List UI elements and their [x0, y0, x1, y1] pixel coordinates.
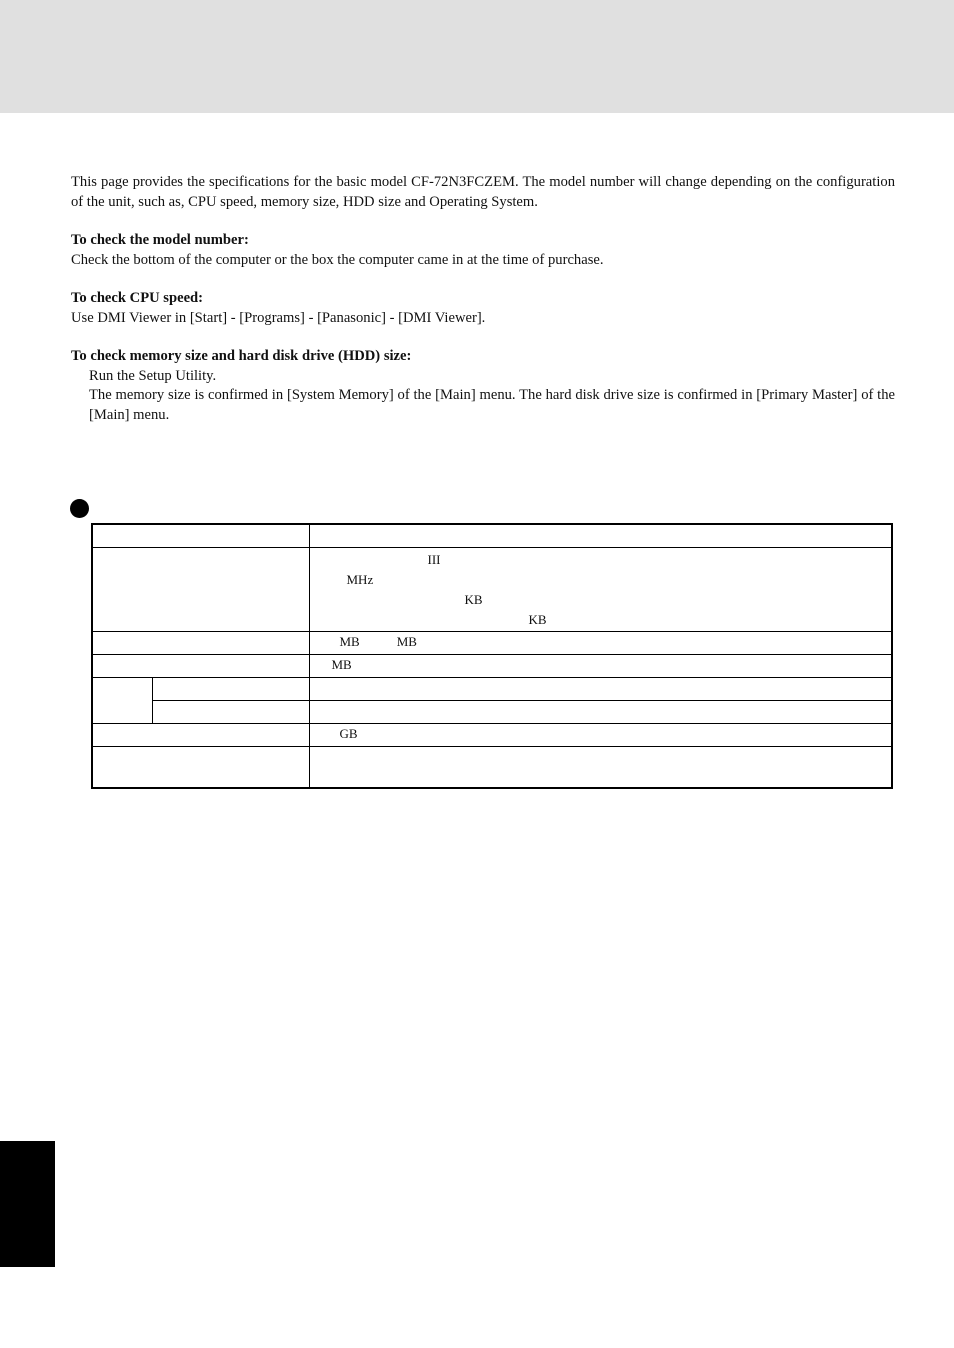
table-cell-label: [92, 632, 309, 655]
cpu-speed-block: [71, 289, 895, 328]
table-row: [92, 655, 892, 678]
hdd-spec-cell: [309, 724, 892, 747]
table-row: [92, 701, 892, 724]
video-memory-cell: [309, 655, 892, 678]
cpu-line-2: MHz: [346, 572, 374, 587]
table-cell-label: [92, 548, 309, 632]
table-row: [92, 678, 892, 701]
cpu-speed-text: Use DMI Viewer in [Start] - [Programs] - [Panasonic] - [DMI Viewer].: [71, 309, 486, 326]
model-number-block: [71, 231, 895, 270]
side-tab: [0, 1141, 55, 1267]
table-row: [92, 724, 892, 747]
memory-hdd-block: [71, 347, 895, 425]
cpu-line-3: KB: [464, 592, 483, 607]
table-cell-label: [92, 524, 309, 548]
table-row: [92, 524, 892, 548]
table-cell-value: [309, 747, 892, 789]
cpu-speed-heading: To check CPU speed:: [71, 290, 204, 306]
intro-section: [71, 173, 895, 425]
memory-unit-2: MB: [396, 634, 417, 649]
memory-hdd-step-2: The memory size is confirmed in [System Memory] of the [Main] menu. The hard disk drive size is confirmed in [Primary Master] of the [Main] menu.: [89, 387, 895, 423]
memory-hdd-step-1: Run the Setup Utility.: [89, 367, 217, 384]
table-row: [92, 747, 892, 789]
hdd-unit: GB: [339, 726, 358, 741]
table-row: [92, 632, 892, 655]
table-cell-value: [309, 701, 892, 724]
memory-hdd-heading: To check memory size and hard disk drive (HDD) size:: [71, 348, 412, 364]
table-cell-sublabel: [152, 701, 309, 724]
table-cell-value: [309, 524, 892, 548]
header-band: [0, 0, 954, 113]
memory-spec-cell: [309, 632, 892, 655]
table-cell-label: [92, 655, 309, 678]
video-memory-unit: MB: [331, 657, 352, 672]
memory-unit-1: MB: [339, 634, 360, 649]
cpu-line-4: KB: [528, 612, 547, 627]
model-number-text: Check the bottom of the computer or the box the computer came in at the time of purchase.: [71, 251, 604, 268]
model-number-heading: To check the model number:: [71, 232, 249, 248]
table-cell-label: [92, 724, 309, 747]
cpu-line-1: III: [427, 552, 441, 567]
intro-paragraph: This page provides the specifications for the basic model CF-72N3FCZEM. The model number will change depending on the configuration of the unit, such as, CPU speed, memory size, HDD size and Operating System.: [71, 174, 895, 210]
table-cell-label: [92, 747, 309, 789]
table-row: [92, 548, 892, 632]
cpu-spec-cell: [309, 548, 892, 632]
table-cell-value: [309, 678, 892, 701]
spec-table: [91, 523, 893, 789]
section-bullet-icon: [70, 499, 89, 518]
table-cell-sublabel: [152, 678, 309, 701]
table-cell-group-label: [92, 678, 152, 724]
